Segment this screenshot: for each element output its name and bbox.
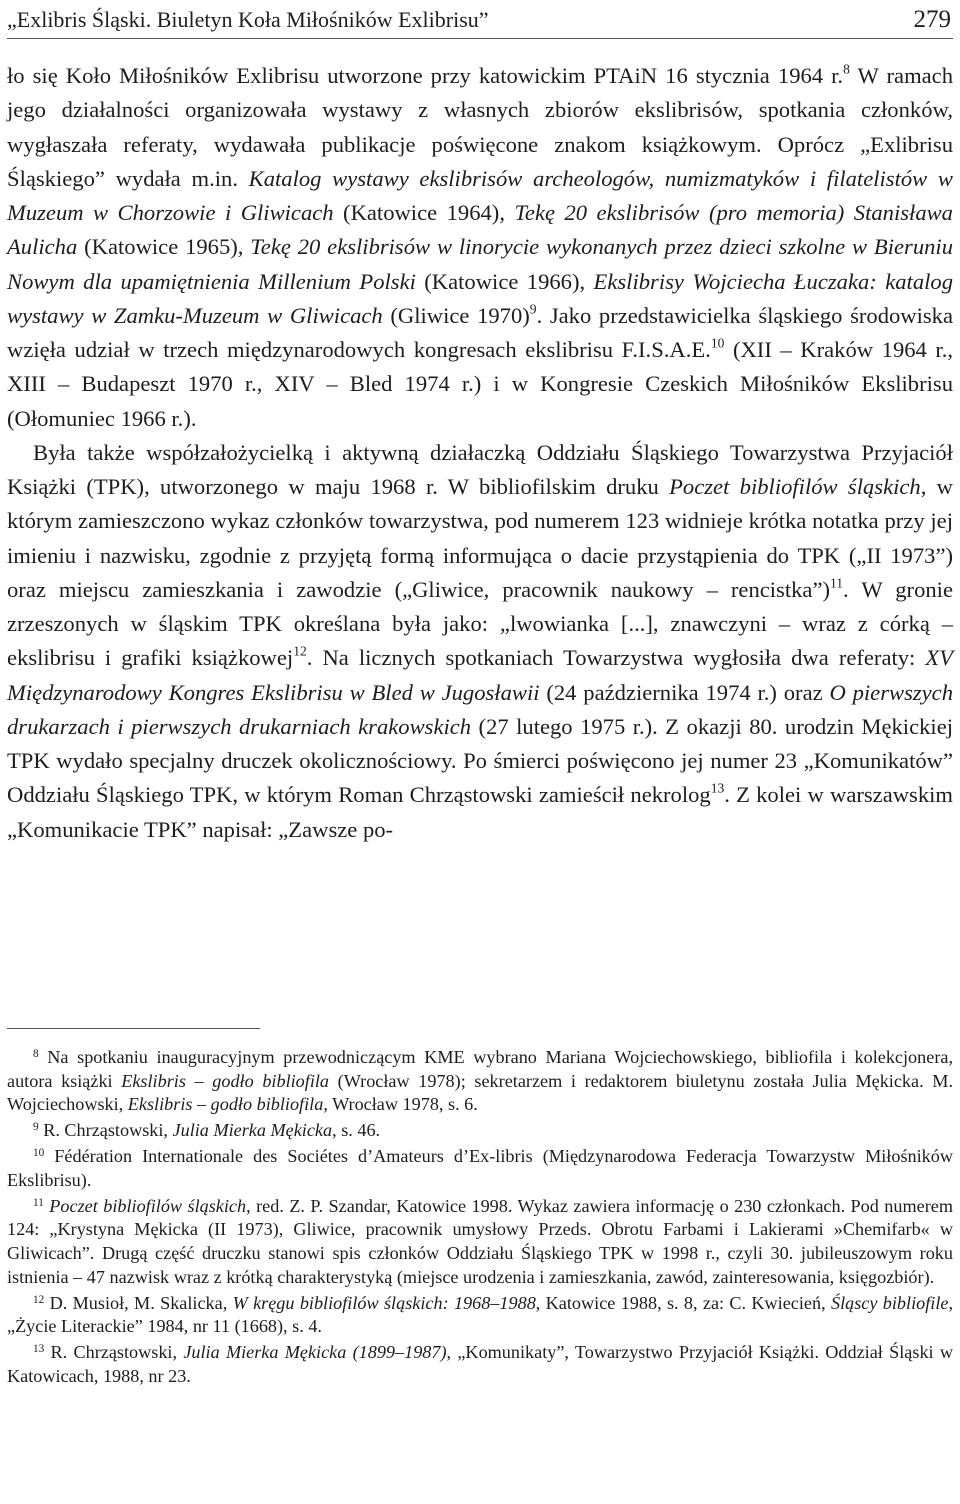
text-run: . Na licznych spotkaniach Towarzystwa wygłosiła dwa referaty: [306,645,926,671]
title-italic: Katalog wystawy ekslibrisów archeologów, numizmatyków i filatelistów w Muzeum w Chorzowie i Gliwicach [7,165,953,225]
footnote-11 [7,1195,953,1289]
title-italic: Tekę 20 ekslibrisów w linorycie wykonanych przez dzieci szkolne w Bieruniu Nowym dla upamiętnienia Millenium Polski [7,234,953,294]
text-run: . Jako przedstawicielka śląskiego środowiska wzięła udział w trzech międzynarodowych kongresach ekslibrisu F.I.S.A.E. [7,302,954,362]
footnote-ref-9[interactable]: 9 [529,301,537,317]
footnotes [7,1046,953,1391]
title-italic: O pierwszych drukarzach i pierwszych drukarniach krakowskich [7,679,954,739]
text-run: , Katowice 1988, s. 8, za: C. Kwiecień, [535,1292,831,1313]
title-italic: Śląscy bibliofile [830,1292,949,1313]
footnote-rule [7,1028,260,1029]
title-italic: Julia Mierka Mękicka [172,1120,333,1141]
footnote-number: 8 [33,1047,39,1060]
text-run: D. Musioł, M. Skalicka, [44,1292,233,1313]
text-run: W ramach jego działalności organizowała wystawy z własnych zbiorów ekslibrisów, spotkania członków, wygłaszała referaty, wydawała publikacje poświęcone znakom książkowym. Oprócz „Exlibrisu Śląskiego” wydała m.in. [7,63,953,191]
footnote-number: 12 [33,1293,45,1306]
paragraph-1 [7,59,953,436]
text-run: (XII – Kraków 1964 r., XIII – Budapeszt 1970 r., XIV – Bled 1974 r.) i w Kongresie Czeskich Miłośników Ekslibrisu (Ołomuniec 1966 r.). [7,337,954,431]
text-run: , „Życie Literackie” 1984, nr 11 (1668), s. 4. [7,1292,953,1337]
text-run: Fédération Internationale des Sociétes d’Amateurs d’Ex-libris (Międzynarodowa Federacja Towarzystw Miłośników Ekslibrisu). [7,1146,953,1190]
footnote-ref-11[interactable]: 11 [830,575,844,591]
footnote-ref-12[interactable]: 12 [293,643,307,659]
running-head-title: „Exlibris Śląski. Biuletyn Koła Miłośników Exlibrisu” [7,7,489,32]
text-run: , Wrocław 1978, s. 6. [323,1094,478,1115]
header-rule [7,38,953,39]
footnote-8 [7,1046,953,1117]
paragraph-2 [7,436,953,847]
footnote-ref-10[interactable]: 10 [710,335,725,351]
title-italic: Julia Mierka Mękicka (1899–1987) [183,1342,447,1363]
text-run: . Z kolei w warszawskim „Komunikacie TPK” napisał: „Zawsze po- [7,782,954,842]
footnote-13 [7,1341,953,1388]
text-run: Była także współzałożycielką i aktywną działaczką Oddziału Śląskiego Towarzystwa Przyjaciół Książki (TPK), utworzonego w maju 1968 r. W bibliofilskim druku [7,439,953,499]
title-italic: Ekslibrisy Wojciecha Łuczaka: katalog wystawy w Zamku-Muzeum w Gliwicach [7,268,953,328]
footnote-ref-13[interactable]: 13 [710,780,725,796]
text-run: , w którym zamieszczono wykaz członków towarzystwa, pod numerem 123 widnieje krótka notatka przy jej imieniu i nazwisku, zgodnie z przyjętą formą informująca o dacie przystąpienia do TPK („II 1973”) oraz miejscu zamieszkania i zawodzie („Gliwice, pracownik naukowy – rencistka”) [7,474,953,602]
footnote-number: 10 [33,1146,45,1159]
title-italic: Poczet bibliofilów śląskich [43,1195,247,1216]
text-run: (Katowice 1964), [333,200,515,225]
title-italic: Ekslibris – godło bibliofila [121,1070,330,1091]
text-run: (27 lutego 1975 r.). Z okazji 80. urodzin Mękickiej TPK wydało specjalny druczek okolicznościowy. Po śmierci poświęcono jej numer 23 „Komunikatów” Oddziału Śląskiego TPK, w którym Roman Chrząstowski zamieścił nekrolog [7,713,953,808]
text-run: Na spotkaniu inauguracyjnym przewodniczącym KME wybrano Mariana Wojciechowskiego, bibliofila i kolekcjonera, autora książki [7,1047,953,1091]
text-run: (24 października 1974 r.) oraz [539,679,830,705]
page-number: 279 [913,6,951,33]
title-italic: XV Międzynarodowy Kongres Ekslibrisu w Bled w Jugosławii [7,645,953,705]
text-run: (Katowice 1965), [77,234,251,260]
text-run: ło się Koło Miłośników Exlibrisu utworzone przy katowickim PTAiN 16 stycznia 1964 r. [7,63,844,88]
title-italic: Tekę 20 ekslibrisów (pro memoria) Stanisława Aulicha [7,200,953,260]
text-run: (Wrocław 1978); sekretarzem i redaktorem biuletynu została Julia Mękicka. M. Wojciechowski, [7,1070,953,1115]
running-head [7,5,953,35]
footnote-9 [7,1119,953,1143]
text-run: (Katowice 1966), [415,268,594,294]
title-italic: Ekslibris – godło bibliofila [127,1094,324,1115]
footnote-number: 11 [33,1196,44,1209]
footnote-ref-8[interactable]: 8 [843,61,850,77]
text-run: , red. Z. P. Szandar, Katowice 1998. Wykaz zawiera informację o 230 członkach. Pod numerem 124: „Krystyna Mękicka (II 1973), Gliwice, pracownik umysłowy Przeds. Obrotu Farbami i Lakierami »Chemifarb« w Gliwicach”. Drugą część druczku stanowi spis członków Oddziału Śląskiego TPK w 1998 r., czyli 30. jubileuszowym roku istnienia – 47 nazwisk wraz z krótką charakterystyką (miejsce urodzenia i zamieszkania, zawód, zainteresowania, księgozbiór). [7,1195,953,1287]
footnote-10 [7,1145,953,1192]
footnote-number: 13 [33,1342,45,1355]
footnote-number: 9 [33,1120,39,1133]
footnote-12 [7,1292,953,1339]
text-run: . W gronie zrzeszonych w śląskim TPK określana była jako: „lwowianka [...], znawczyni – wraz z córką – ekslibrisu i grafiki książkowej [7,576,953,671]
title-italic: W kręgu bibliofilów śląskich: 1968–1988 [232,1292,536,1313]
text-run: (Gliwice 1970) [382,302,530,328]
text-run: R. Chrząstowski, [38,1120,173,1141]
body-text [7,59,953,847]
text-run: , „Komunikaty”, Towarzystwo Przyjaciół Książki. Oddział Śląski w Katowicach, 1988, nr 23. [7,1342,953,1386]
text-run: R. Chrząstowski, [44,1342,184,1363]
text-run: , s. 46. [332,1120,381,1141]
title-italic: Poczet bibliofilów śląskich [669,474,921,499]
